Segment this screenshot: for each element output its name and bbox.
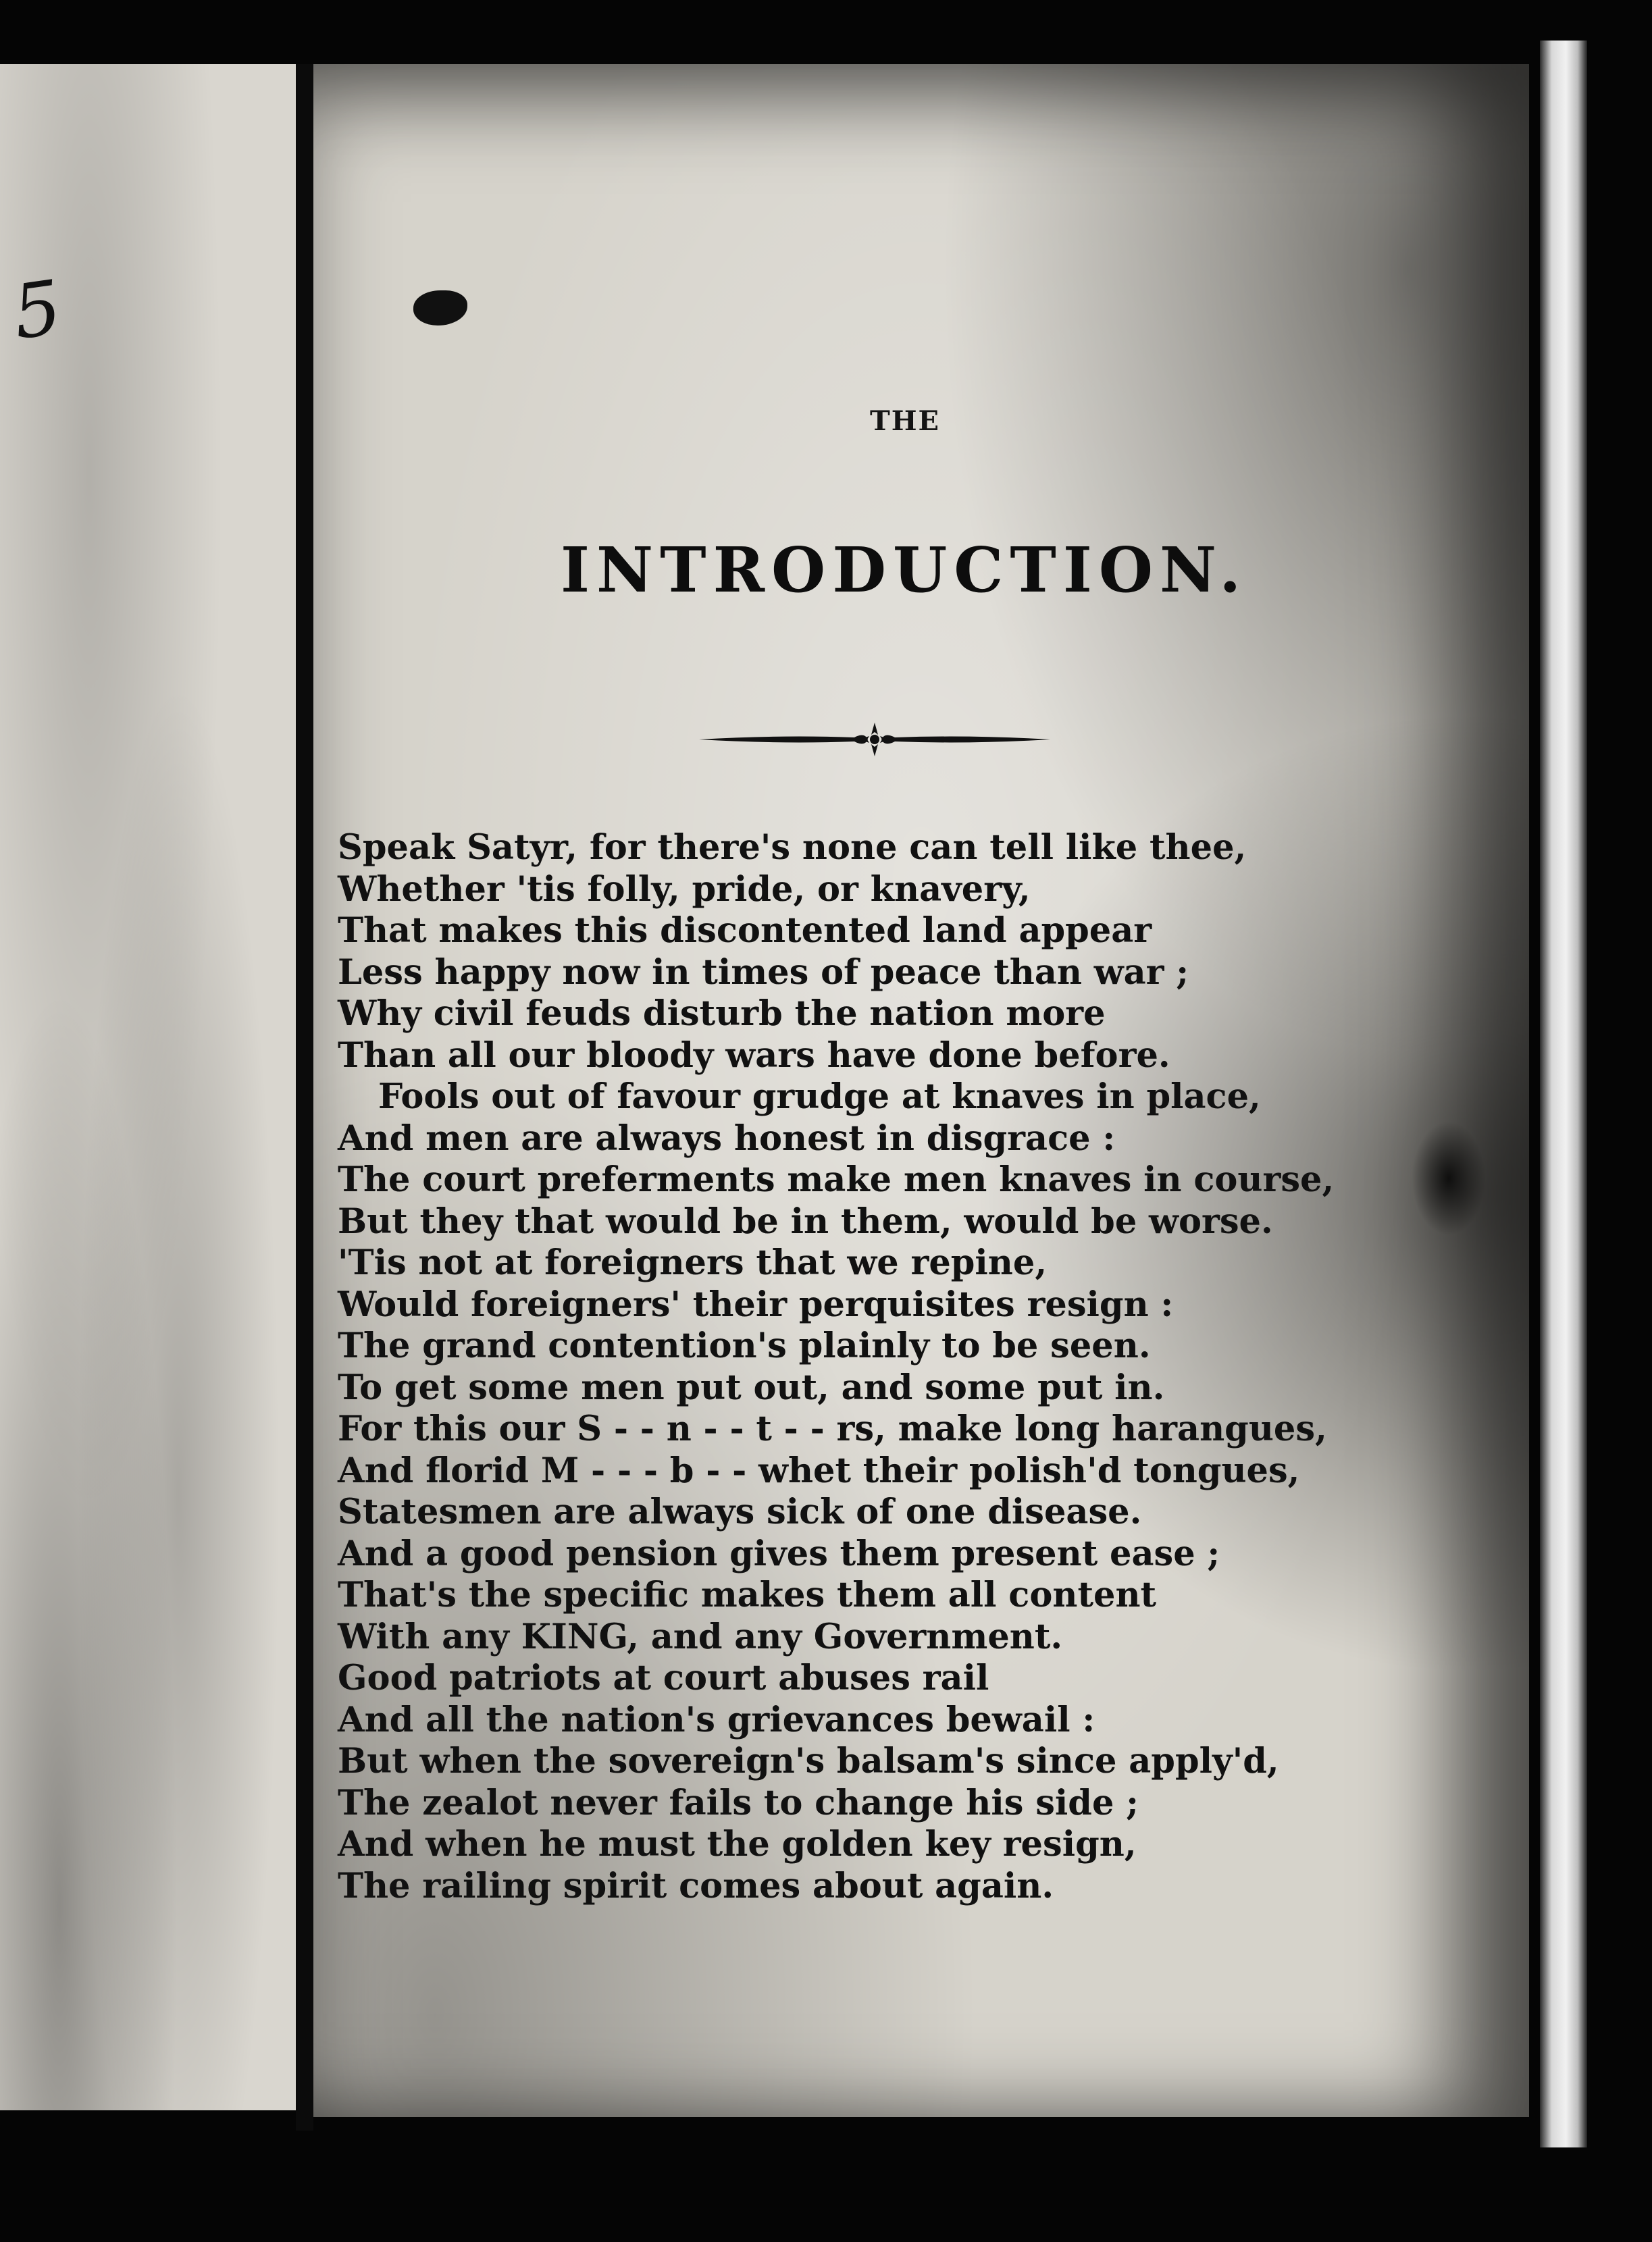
heading-the: THE — [869, 405, 941, 437]
poem-line: And men are always honest in disgrace : — [338, 1118, 1116, 1159]
poem-line: Good patriots at court abuses rail — [338, 1658, 989, 1698]
poem-line: And all the nation's grievances bewail : — [338, 1699, 1095, 1740]
poem-line: And when he must the golden key resign, — [338, 1824, 1137, 1865]
page-title: INTRODUCTION. — [561, 533, 1248, 606]
poem-text — [338, 827, 1335, 1907]
decorative-divider-ornament — [699, 716, 1050, 763]
poem-line: And a good pension gives them present ease ; — [338, 1533, 1220, 1574]
poem-line: That's the specific makes them all content — [338, 1575, 1157, 1615]
poem-line: The grand contention's plainly to be seen. — [338, 1326, 1151, 1366]
poem-line: Statesmen are always sick of one disease. — [338, 1492, 1142, 1532]
handwritten-page-number: 5 — [7, 263, 67, 357]
poem-line: That makes this discontented land appear — [338, 910, 1152, 951]
poem-line: Would foreigners' their perquisites resign : — [338, 1284, 1174, 1325]
page-edge-strip — [1540, 41, 1587, 2147]
left-facing-page — [0, 64, 297, 2110]
poem-line: But when the sovereign's balsam's since apply'd, — [338, 1741, 1279, 1781]
poem-line: 'Tis not at foreigners that we repine, — [338, 1243, 1048, 1283]
poem-line: Whether 'tis folly, pride, or knavery, — [338, 868, 1031, 910]
poem-line: Than all our bloody wars have done before. — [338, 1035, 1170, 1076]
poem-line: Less happy now in times of peace than war ; — [338, 951, 1189, 993]
poem-line: For this our S - - n - - t - - rs, make long harangues, — [338, 1409, 1327, 1449]
ink-stain — [1412, 1121, 1486, 1236]
poem-line: And florid M - - - b - - whet their polish'd tongues, — [338, 1450, 1300, 1491]
poem-line: Speak Satyr, for there's none can tell like thee, — [338, 827, 1247, 868]
poem-line: But they that would be in them, would be worse. — [338, 1201, 1273, 1242]
poem-line: The railing spirit comes about again. — [338, 1865, 1054, 1906]
poem-line: With any KING, and any Government. — [338, 1616, 1063, 1657]
poem-line: Fools out of favour grudge at knaves in place, — [378, 1076, 1261, 1117]
book-gutter — [296, 64, 313, 2131]
poem-line: Why civil feuds disturb the nation more — [338, 993, 1106, 1034]
poem-line: The zealot never fails to change his side ; — [338, 1782, 1139, 1823]
poem-line: The court preferments make men knaves in course, — [338, 1159, 1335, 1200]
poem-line: To get some men put out, and some put in. — [338, 1367, 1165, 1408]
